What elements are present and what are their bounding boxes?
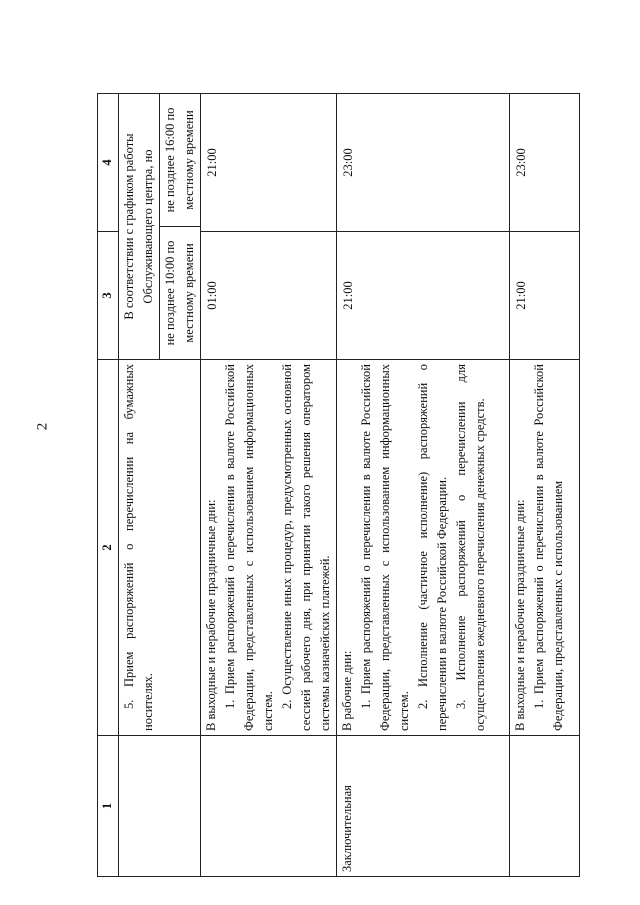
row-weekend1-c4: 21:00 (201, 94, 337, 232)
row-paper-c34 (119, 94, 201, 360)
row-weekend2-c2 (510, 360, 580, 736)
row-final-c4: 23:00 (337, 94, 510, 232)
row-weekend2-c4: 23:00 (510, 94, 580, 232)
row-weekend1-p2: 2. Осуществление иных процедур, предусмотренных основной сессией рабочего дня, при принятии такого решения оператором системы казначейских платежей. (280, 364, 332, 731)
page-number-label: 2 (34, 422, 51, 431)
row-paper-c1 (119, 736, 201, 877)
row-weekend1-c1 (201, 736, 337, 877)
schedule-table (97, 93, 580, 877)
rotated-table-wrapper (97, 98, 640, 877)
schedule-subtable (119, 94, 200, 359)
row-weekend1-title: В выходные и нерабочие праздничные дни: (204, 499, 218, 731)
col-header-4: 4 (98, 94, 119, 232)
row-weekend2-title: В выходные и нерабочие праздничные дни: (513, 499, 527, 731)
row-final-c3: 21:00 (337, 232, 510, 360)
row-weekend2-c1 (510, 736, 580, 877)
col-header-2: 2 (98, 360, 119, 736)
row-paper-c2: 5. Прием распоряжений о перечислении на бумажных носителях. (119, 360, 201, 736)
row-paper-orders (119, 94, 201, 877)
row-final-p2: 2. Исполнение (частичное исполнение) распоряжений о перечислении в валюте Российской Федерации. (416, 364, 449, 731)
row-weekend2-c3: 21:00 (510, 232, 580, 360)
row-final-p3: 3. Исполнение распоряжений о перечислении для осуществления ежедневного перечисления денежных средств. (454, 364, 487, 731)
row-paper-c4-bottom: не позднее 16:00 по местному времени (163, 107, 196, 213)
header-row (98, 94, 119, 877)
row-weekend1-c2 (201, 360, 337, 736)
row-weekend-2 (510, 94, 580, 877)
row-weekend2-p1: 1. Прием распоряжений о перечислении в валюте Российской Федерации, представленных с использованием (532, 364, 565, 731)
row-final-p1: 1. Прием распоряжений о перечислении в валюте Российской Федерации, представленных с использованием информационных систем. (359, 364, 411, 731)
col-header-3: 3 (98, 232, 119, 360)
row-final-session (337, 94, 510, 877)
row-final-c2 (337, 360, 510, 736)
row-final-title: В рабочие дни: (340, 650, 354, 731)
row-final-c1: Заключительная (337, 736, 510, 877)
row-paper-c3-bottom: не позднее 10:00 по местному времени (160, 227, 201, 360)
col-header-1: 1 (98, 736, 119, 877)
row-weekend-1 (201, 94, 337, 877)
row-paper-c34-top: В соответствии с графиком работы Обслуживающего центра, но (119, 94, 160, 359)
row-weekend1-c3: 01:00 (201, 232, 337, 360)
row-weekend1-p1: 1. Прием распоряжений о перечислении в валюте Российской Федерации, представленных с использованием информационных систем. (223, 364, 275, 731)
